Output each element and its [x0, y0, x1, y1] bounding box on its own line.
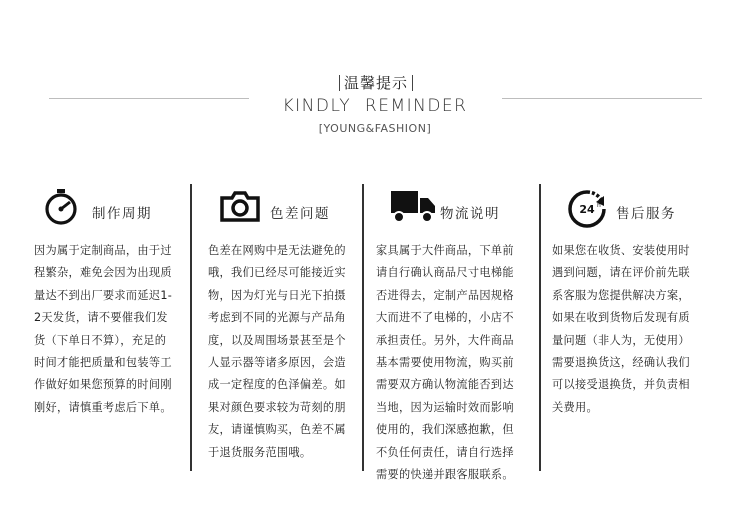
column-title: 物流说明	[440, 206, 500, 222]
column-body: 因为属于定制商品，由于过程繁杂，难免会因为出现质量达不到出厂要求而延迟1-2天发货，请不要催我们发货（下单日不算），充足的时间才能把质量和包装等工作做好如果您预算的时间刚刚好，请慎重考虑后下单。	[34, 244, 173, 414]
column-body: 家具属于大件商品，下单前请自行确认商品尺寸电梯能否进得去，定制产品因规格大而进不了电梯的，小店不承担责任。另外，大件商品基本需要使用物流，购买前需要双方确认物流能否到达当地，因为运输时效而影响使用的，我们深感抱歉，但不负任何责任，请自行选择需要的快递并跟客服联系。	[376, 244, 514, 482]
column-title: 售后服务	[616, 206, 676, 222]
column-title: 色差问题	[270, 206, 330, 222]
24h-service-icon	[566, 188, 608, 234]
header-title	[326, 72, 426, 93]
column-body: 色差在网购中是无法避免的哦，我们已经尽可能接近实物，因为灯光与日光下拍摄考虑到不同的光源与产品角度，以及周围场景甚至是个人显示器等诸多原因，会造成一定程度的色泽偏差。如果对颜色要求较为苛刻的朋友，请谨慎购买，色差不属于退货服务范围哦。	[208, 244, 346, 459]
column-title: 制作周期	[92, 206, 152, 222]
svg-text:h: h	[597, 202, 601, 209]
header-tagline: [YOUNG&FASHION]	[318, 122, 432, 135]
camera-icon	[218, 188, 262, 228]
stopwatch-icon	[44, 188, 78, 232]
truck-icon	[390, 188, 436, 228]
column-divider-3	[539, 184, 541, 471]
header-title-text: 温馨提示	[343, 74, 408, 92]
column-header	[34, 184, 194, 234]
svg-text:24: 24	[579, 203, 595, 216]
column-header	[208, 184, 368, 234]
column-body: 如果您在收货、安装使用时遇到问题，请在评价前先联系客服为您提供解决方案，如果在收到货物后发现有质量问题（非人为，无使用）需要退换货这，经确认我们可以接受退换货，并负责相关费用。	[552, 244, 690, 414]
column-header	[376, 184, 536, 234]
column-header	[552, 184, 712, 234]
header-subtitle: KINDLY REMINDER	[282, 96, 468, 116]
